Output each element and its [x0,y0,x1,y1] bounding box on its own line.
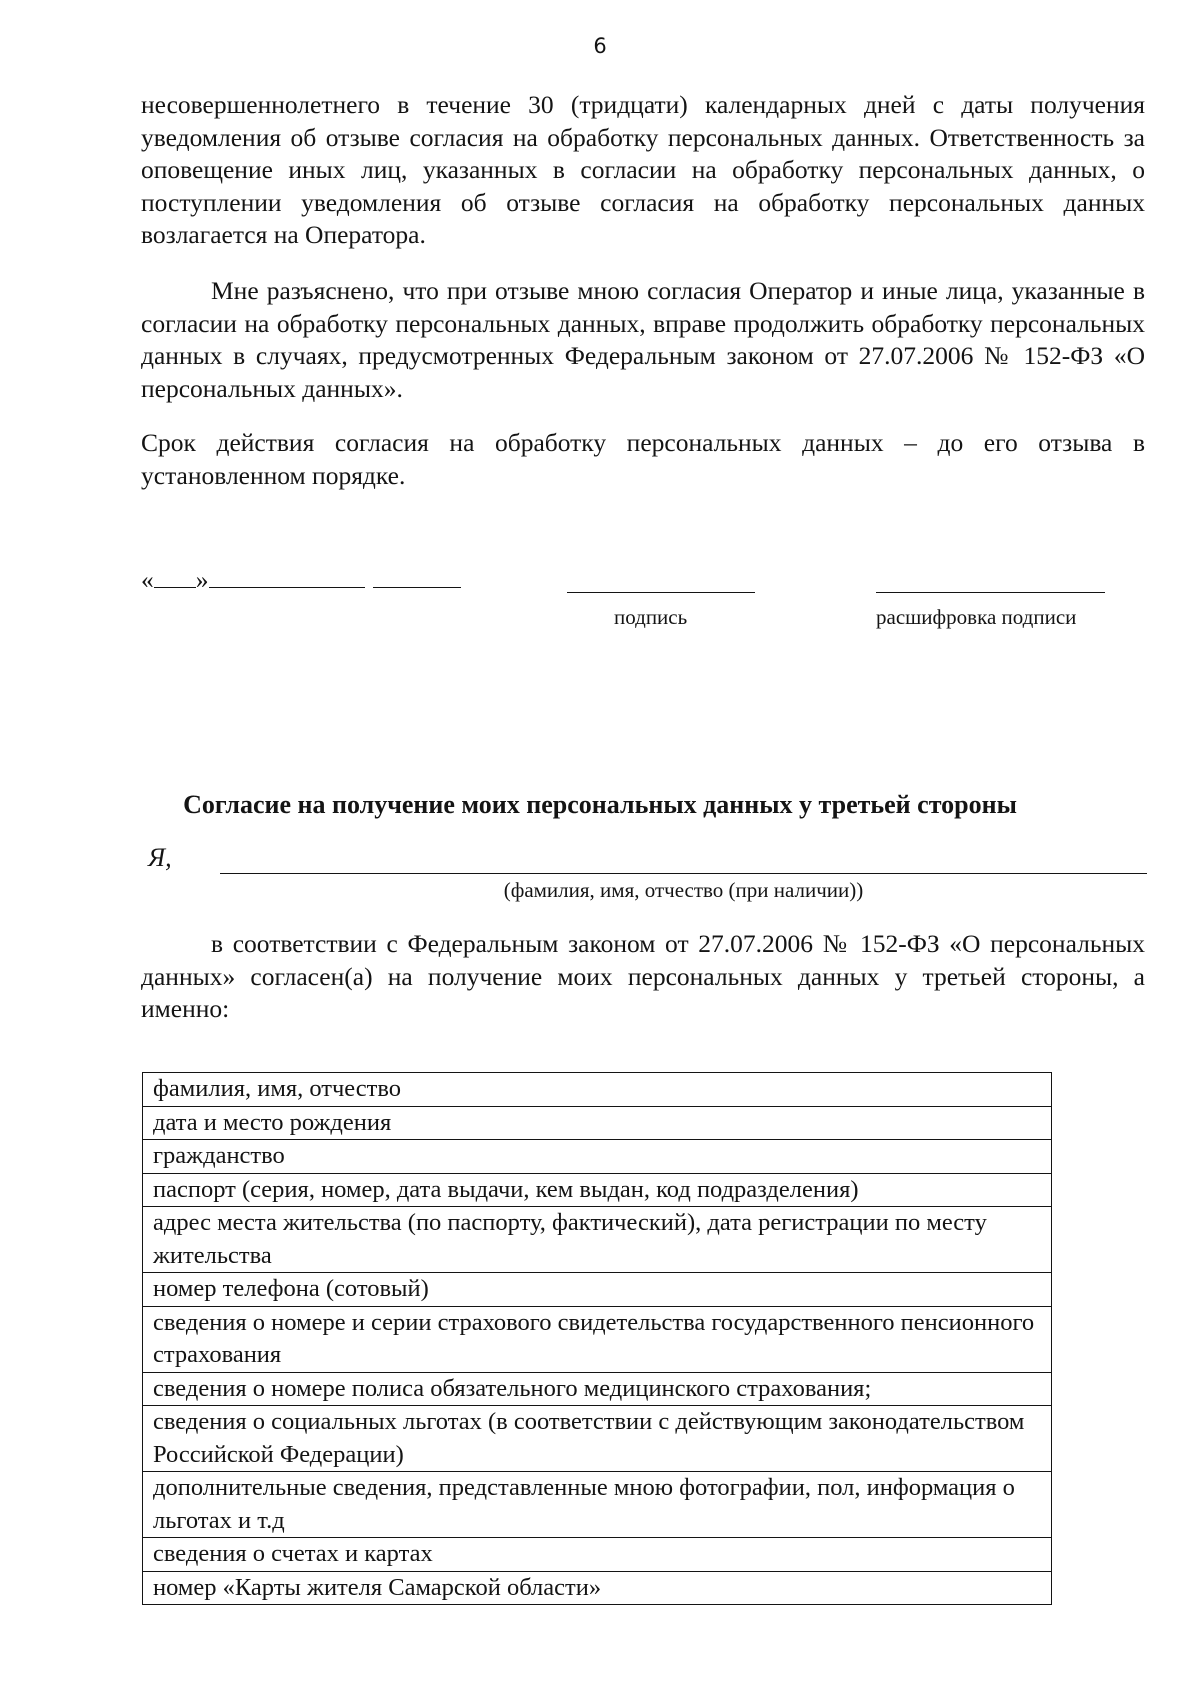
decryption-caption: расшифровка подписи [876,605,1077,629]
table-row [143,1173,1052,1207]
table-cell: номер «Карты жителя Самарской области» [143,1571,1052,1605]
table-cell: паспорт (серия, номер, дата выдачи, кем выдан, код подразделения) [143,1173,1052,1207]
table-cell: фамилия, имя, отчество [143,1073,1052,1107]
table-cell: сведения о счетах и картах [143,1538,1052,1572]
date-open-quote: « [141,565,154,594]
table-cell: адрес места жительства (по паспорту, фактический), дата регистрации по месту жительства [143,1207,1052,1273]
page-number: 6 [593,34,607,58]
date-field [141,565,461,595]
personal-data-table [142,1072,1052,1605]
table-cell: сведения о номере и серии страхового свидетельства государственного пенсионного страхования [143,1306,1052,1372]
year-blank [373,567,461,588]
table-cell: гражданство [143,1140,1052,1174]
paragraph-withdrawal-explanation: Мне разъяснено, что при отзыве мною согласия Оператор и иные лица, указанные в согласии на обработку персональных данных, вправе продолжить обработку персональных данных в случаях, предусмотренных Федеральным законом от 27.07.2006 № 152-ФЗ «О персональных данных». [141,276,1145,403]
table-row [143,1306,1052,1372]
table-cell: сведения о социальных льготах (в соответствии с действующим законодательством Российской Федерации) [143,1406,1052,1472]
decryption-line [876,592,1105,593]
table-row [143,1472,1052,1538]
table-row [143,1538,1052,1572]
table-row [143,1207,1052,1273]
signature-line [567,592,755,593]
section-title: Согласие на получение моих персональных данных у третьей стороны [183,790,1017,819]
table-row [143,1106,1052,1140]
day-blank [154,567,196,588]
month-blank [209,567,365,588]
table-row [143,1073,1052,1107]
paragraph-validity-term: Срок действия согласия на обработку персональных данных – до его отзыва в установленном порядке. [141,428,1145,490]
table-cell: дополнительные сведения, представленные мною фотографии, пол, информация о льготах и т.д [143,1472,1052,1538]
table-cell: сведения о номере полиса обязательного медицинского страхования; [143,1372,1052,1406]
table-row [143,1273,1052,1307]
fio-line [220,873,1147,874]
table-row [143,1406,1052,1472]
table-cell: дата и место рождения [143,1106,1052,1140]
table-row [143,1140,1052,1174]
table-row [143,1372,1052,1406]
date-close-quote: » [195,565,209,594]
fio-caption: (фамилия, имя, отчество (при наличии)) [503,878,864,902]
paragraph-third-party-intro: в соответствии с Федеральным законом от 27.07.2006 № 152-ФЗ «О персональных данных» согласен(а) на получение моих персональных данных у третьей стороны, а именно: [141,929,1145,1023]
table-cell: номер телефона (сотовый) [143,1273,1052,1307]
paragraph-notice-period: несовершеннолетнего в течение 30 (тридцати) календарных дней с даты получения уведомления об отзыве согласия на обработку персональных данных. Ответственность за оповещение иных лиц, указанных в согласии на обработку персональных данных, о поступлении уведомления об отзыве согласия на обработку персональных данных возлагается на Оператора. [141,90,1145,249]
ya-label: Я, [148,843,172,872]
table-row [143,1571,1052,1605]
signature-caption: подпись [614,605,688,629]
